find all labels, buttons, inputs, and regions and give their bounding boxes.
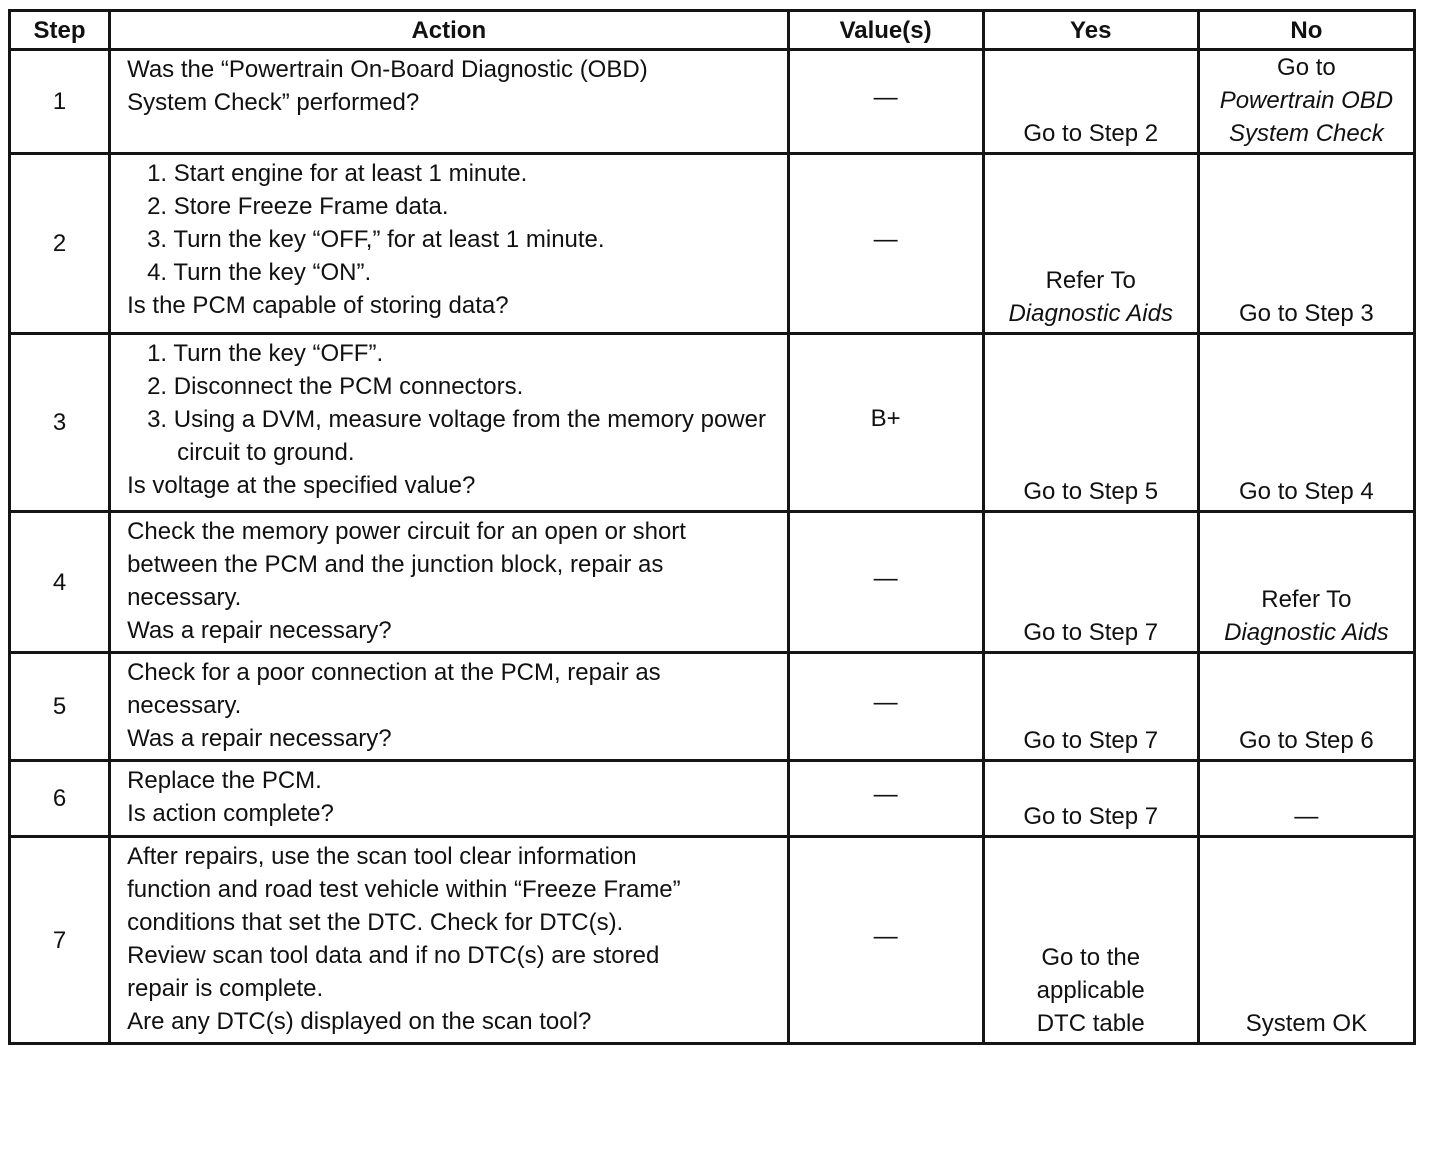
yes-text: Go to the <box>1041 944 1141 971</box>
yes-text: Go to Step 2 <box>1023 120 1159 147</box>
action-line: necessary. <box>127 692 242 719</box>
value-text: — <box>873 922 898 950</box>
value-text: — <box>873 781 898 808</box>
action-line: After repairs, use the scan tool clear information <box>127 843 637 870</box>
yes-text: Refer To <box>1045 267 1136 294</box>
value-cell <box>788 512 983 653</box>
yes-cell <box>983 761 1198 837</box>
header-step: Step <box>10 11 110 50</box>
instruction-item: 3. Turn the key “OFF,” for at least 1 minute. <box>147 226 605 253</box>
table-row-step-1 <box>10 50 1415 154</box>
value-cell <box>788 50 983 154</box>
action-line: Review scan tool data and if no DTC(s) are stored <box>127 942 660 969</box>
action-line: Was a repair necessary? <box>127 617 392 644</box>
action-line: Are any DTC(s) displayed on the scan tool? <box>127 1008 592 1035</box>
step-number: 5 <box>10 653 110 761</box>
action-cell <box>110 761 788 837</box>
step-number: 7 <box>10 837 110 1044</box>
instruction-item: 1. Start engine for at least 1 minute. <box>147 160 528 187</box>
value-text: — <box>873 226 898 253</box>
action-line: function and road test vehicle within “Freeze Frame” <box>127 876 681 903</box>
yes-cell <box>983 837 1198 1044</box>
header-yes: Yes <box>983 11 1198 50</box>
action-cell <box>110 512 788 653</box>
value-text: — <box>873 689 898 716</box>
no-text-reference: Powertrain OBD <box>1219 87 1394 114</box>
yes-cell <box>983 154 1198 334</box>
value-text: — <box>873 84 898 111</box>
table-row-step-3 <box>10 334 1415 512</box>
table-row-step-7 <box>10 837 1415 1044</box>
yes-text: Go to Step 7 <box>1023 619 1159 646</box>
step-number: 1 <box>10 50 110 154</box>
step-number: 3 <box>10 334 110 512</box>
action-line: Replace the PCM. <box>127 767 322 794</box>
yes-cell <box>983 512 1198 653</box>
no-text: Go to Step 3 <box>1239 300 1374 327</box>
action-line: Check the memory power circuit for an open or short <box>127 518 686 545</box>
table-row-step-5 <box>10 653 1415 761</box>
action-question: Is voltage at the specified value? <box>127 472 476 499</box>
action-line: Is action complete? <box>127 800 334 827</box>
yes-text: applicable <box>1036 977 1145 1004</box>
action-line: System Check” performed? <box>127 89 420 116</box>
action-line: conditions that set the DTC. Check for DTC(s). <box>127 909 624 936</box>
diagnostic-table <box>8 9 1416 1045</box>
no-text-reference: Diagnostic Aids <box>1224 619 1389 646</box>
instruction-item: 3. Using a DVM, measure voltage from the memory power circuit to ground. <box>147 406 766 466</box>
no-text: Go to Step 6 <box>1239 727 1374 754</box>
action-cell <box>110 154 788 334</box>
header-action: Action <box>110 11 788 50</box>
action-line: Was the “Powertrain On-Board Diagnostic (OBD) <box>127 56 648 83</box>
action-cell <box>110 50 788 154</box>
action-question: Is the PCM capable of storing data? <box>127 292 509 319</box>
header-no: No <box>1198 11 1414 50</box>
no-text: Go to <box>1277 54 1336 81</box>
no-text: System OK <box>1245 1010 1368 1037</box>
instruction-item: 1. Turn the key “OFF”. <box>147 340 384 367</box>
no-cell <box>1198 334 1414 512</box>
no-cell <box>1198 512 1414 653</box>
no-text: Go to Step 4 <box>1239 478 1374 505</box>
value-cell <box>788 154 983 334</box>
instruction-item: 4. Turn the key “ON”. <box>147 259 372 286</box>
table-row-step-2 <box>10 154 1415 334</box>
value-cell <box>788 761 983 837</box>
action-line: between the PCM and the junction block, repair as <box>127 551 664 578</box>
yes-cell <box>983 653 1198 761</box>
action-line: Was a repair necessary? <box>127 725 392 752</box>
step-number: 6 <box>10 761 110 837</box>
yes-text: DTC table <box>1036 1010 1145 1037</box>
no-cell <box>1198 837 1414 1044</box>
no-text-reference: System Check <box>1229 120 1384 147</box>
no-text: — <box>1294 803 1319 830</box>
no-cell <box>1198 653 1414 761</box>
no-cell <box>1198 154 1414 334</box>
value-text: B+ <box>870 405 901 432</box>
yes-text: Go to Step 7 <box>1023 727 1159 754</box>
action-line: Check for a poor connection at the PCM, repair as <box>127 659 661 686</box>
yes-text-reference: Diagnostic Aids <box>1008 300 1173 327</box>
action-line: repair is complete. <box>127 975 324 1002</box>
step-number: 4 <box>10 512 110 653</box>
header-row <box>10 11 1415 50</box>
yes-cell <box>983 334 1198 512</box>
yes-text: Go to Step 7 <box>1023 803 1159 830</box>
value-cell <box>788 334 983 512</box>
value-text: — <box>873 564 898 592</box>
value-cell <box>788 837 983 1044</box>
no-cell <box>1198 50 1414 154</box>
header-value: Value(s) <box>788 11 983 50</box>
action-cell <box>110 653 788 761</box>
yes-cell <box>983 50 1198 154</box>
no-cell <box>1198 761 1414 837</box>
action-line: necessary. <box>127 584 242 611</box>
step-number: 2 <box>10 154 110 334</box>
value-cell <box>788 653 983 761</box>
instruction-item: 2. Disconnect the PCM connectors. <box>147 373 524 400</box>
table-row-step-6 <box>10 761 1415 837</box>
action-cell <box>110 837 788 1044</box>
instruction-item: 2. Store Freeze Frame data. <box>147 193 449 220</box>
action-cell <box>110 334 788 512</box>
no-text: Refer To <box>1261 586 1352 613</box>
table-row-step-4 <box>10 512 1415 653</box>
yes-text: Go to Step 5 <box>1023 478 1159 505</box>
